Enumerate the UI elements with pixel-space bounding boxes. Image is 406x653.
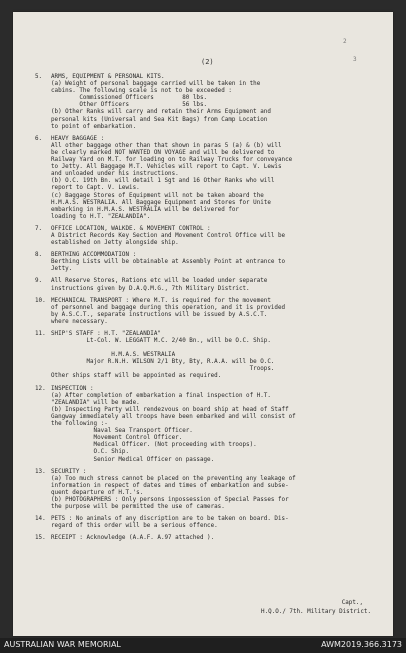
paragraph-line: Commissioned Officers 80 lbs.: [51, 95, 208, 102]
paragraph-line: (b) PHOTOGRAPHERS : Only persons inpossession of Special Passes for: [51, 496, 289, 503]
paragraph-text: INSPECTION :: [51, 385, 94, 392]
paragraph-line: regard of this order will be a serious offence.: [51, 523, 218, 530]
paragraph-first-line: [35, 298, 381, 305]
paragraph-text: PETS : No animals of any discription are to be taken on board. Dis-: [51, 516, 289, 523]
paragraph-line: H.M.A.S. WESTRALIA: [51, 352, 176, 359]
paragraph-11: [35, 535, 381, 542]
paragraph-line: be clearly marked NOT WANTED ON VOYAGE and will be delivered to: [51, 149, 275, 156]
paragraph-line: to Jetty. All Baggage M.T. Vehicles will report to Capt. V. Lewis: [51, 164, 282, 171]
paragraph-number: 13.: [35, 468, 46, 475]
paragraph-text: BERTHING ACCOMMODATION :: [51, 252, 137, 259]
paragraph-first-line: [35, 136, 381, 143]
paragraph-5: [35, 278, 381, 292]
paragraph-number: 15.: [35, 535, 46, 542]
paragraph-number: 7.: [35, 225, 43, 232]
paragraph-line: Jetty.: [51, 266, 73, 273]
paragraph-number: 11.: [35, 331, 46, 337]
paragraph-first-line: [35, 386, 381, 393]
paragraph-line: (b) O.C. 19th Bn. will detail 1 Sgt and 16 Other Ranks who will: [51, 178, 275, 185]
paragraph-line: (c) Baggage Stores of Equipment will not be taken aboard the: [51, 192, 264, 199]
paragraph-number: 6.: [35, 135, 43, 142]
paragraph-line: cabins. The following scale is not to be exceeded :: [51, 88, 232, 95]
paragraph-first-line: [35, 516, 381, 523]
paragraph-7: [35, 331, 381, 381]
paragraph-line: loading to H.T. "ZEALANDIA".: [51, 213, 151, 220]
paragraph-line: and unloaded under his instructions.: [51, 171, 179, 178]
paragraph-text: RECEIPT : Acknowledge (A.A.F. A.97 attached ).: [51, 535, 215, 542]
corner-mark: 3: [353, 56, 357, 63]
paragraph-number: 14.: [35, 516, 46, 523]
paragraph-line: where necessary.: [51, 318, 108, 325]
paragraph-number: 9.: [35, 278, 43, 285]
paragraph-line: Other ships staff will be appointed as required.: [51, 373, 222, 380]
page-number: (2): [201, 58, 214, 66]
paragraph-2: [35, 136, 381, 221]
signature-appointment: H.Q.O./ 7th. Military District.: [261, 609, 371, 615]
paragraph-3: [35, 226, 381, 247]
paragraph-line: H.M.A.S. WESTRALIA. All Baggage Equipment and Stores for Unite: [51, 199, 271, 206]
paragraph-line: (a) Weight of personal baggage carried will be taken in the: [51, 81, 261, 88]
signature-rank: Capt.,: [341, 600, 363, 606]
paragraph-line: (b) Inspecting Party will rendezvous on board ship at head of Staff: [51, 406, 289, 413]
paragraph-text: All Reserve Stores, Rations etc will be loaded under separate: [51, 278, 268, 285]
paragraph-line: [35, 345, 381, 352]
paragraph-line: Major R.N.H. WILSON 2/1 Bty, Bty, R.A.A. will be O.C.: [51, 359, 275, 366]
paragraph-line: established on Jetty alongside ship.: [51, 240, 179, 247]
paragraph-4: [35, 252, 381, 273]
paragraph-number: 8.: [35, 252, 43, 259]
paragraph-number: 10.: [35, 297, 46, 304]
paragraph-text: MECHANICAL TRANSPORT : Where M.T. is required for the movement: [51, 297, 271, 304]
paragraph-line: Movement Control Officer.: [51, 435, 183, 442]
paragraph-line: Railway Yard on M.T. for loading on to Railway Trucks for conveyance: [51, 157, 293, 164]
paragraph-line: by A.S.C.T., separate instructions will be issued by A.S.C.T.: [51, 311, 268, 318]
paragraph-line: Naval Sea Transport Officer.: [51, 428, 193, 435]
paragraph-line: Gangway immediately all troops have been embarked and will consist of: [51, 413, 296, 420]
paragraph-line: information in respect of dates and times of embarkation and subse-: [51, 482, 289, 489]
paragraph-line: "ZEALANDIA" will be made.: [51, 399, 140, 406]
paragraph-line: personal kits (Universal and Sea Kit Bags) from Camp Location: [51, 116, 268, 123]
paragraph-number: 5.: [35, 74, 43, 80]
paragraph-8: [35, 386, 381, 464]
paragraph-line: instructions given by D.A.Q.M.G., 7th Military District.: [51, 285, 250, 292]
paragraph-line: Troops.: [51, 366, 275, 373]
paragraph-6: [35, 298, 381, 326]
paragraph-line: Senior Medical Officer on passage.: [51, 456, 215, 463]
paragraph-line: Berthing Lists will be obtainable at Assembly Point at entrance to: [51, 259, 286, 266]
paragraph-line: (a) Too much stress cannot be placed on the preventing any leakage of: [51, 475, 296, 482]
paragraph-line: A District Records Key Section and Movement Control Office will be: [51, 232, 286, 239]
paragraph-line: the following :-: [51, 421, 108, 428]
paragraph-line: report to Capt. V. Lewis.: [51, 185, 140, 192]
paragraph-line: to point of embarkation.: [51, 123, 137, 130]
paragraph-line: (a) After completion of embarkation a final inspection of H.T.: [51, 392, 271, 399]
paragraph-text: SHIP'S STAFF : H.T. "ZEALANDIA": [51, 331, 161, 337]
paragraph-9: [35, 469, 381, 512]
paragraph-line: Lt-Col. W. LEGGATT M.C. 2/40 Bn., will be O.C. Ship.: [51, 338, 271, 345]
paragraph-first-line: [35, 469, 381, 476]
paragraph-text: OFFICE LOCATION, WALKDE. & MOVEMENT CONTROL :: [51, 225, 211, 232]
paragraph-10: [35, 516, 381, 530]
archive-name: AUSTRALIAN WAR MEMORIAL: [4, 640, 121, 649]
archive-footer: [0, 638, 406, 653]
paragraph-1: [35, 74, 381, 131]
paragraph-text: HEAVY BAGGAGE :: [51, 135, 105, 142]
paragraph-line: the purpose will be permitted the use of cameras.: [51, 504, 225, 511]
paragraph-number: 12.: [35, 385, 46, 392]
paragraph-first-line: [35, 252, 381, 259]
paragraph-first-line: [35, 74, 381, 81]
archive-reference: AWM2019.366.3173: [321, 640, 402, 649]
paragraph-first-line: [35, 226, 381, 233]
paragraph-first-line: [35, 278, 381, 285]
paragraph-text: ARMS, EQUIPMENT & PERSONAL KITS.: [51, 74, 165, 80]
paragraph-line: Other Officers 56 lbs.: [51, 102, 208, 109]
document-body: [35, 74, 381, 547]
paragraph-first-line: [35, 535, 381, 542]
paragraph-line: All other baggage other than that shown in paras 5 (a) & (b) will: [51, 142, 282, 149]
paragraph-text: SECURITY :: [51, 468, 87, 475]
paragraph-line: quent departure of H.T.'s.: [51, 489, 144, 496]
paragraph-line: embarking in H.M.A.S. WESTRALIA will be delivered for: [51, 206, 239, 213]
document-page: [13, 12, 393, 636]
corner-mark: 2: [343, 38, 347, 45]
paragraph-line: (b) Other Ranks will carry and retain their Arms Equipment and: [51, 109, 271, 116]
paragraph-first-line: [35, 331, 381, 338]
paragraph-line: of personnel and baggage during this operation, and it is provided: [51, 304, 286, 311]
paragraph-line: Medical Officer. (Not proceeding with troops).: [51, 442, 257, 449]
paragraph-line: O.C. Ship.: [51, 449, 130, 456]
